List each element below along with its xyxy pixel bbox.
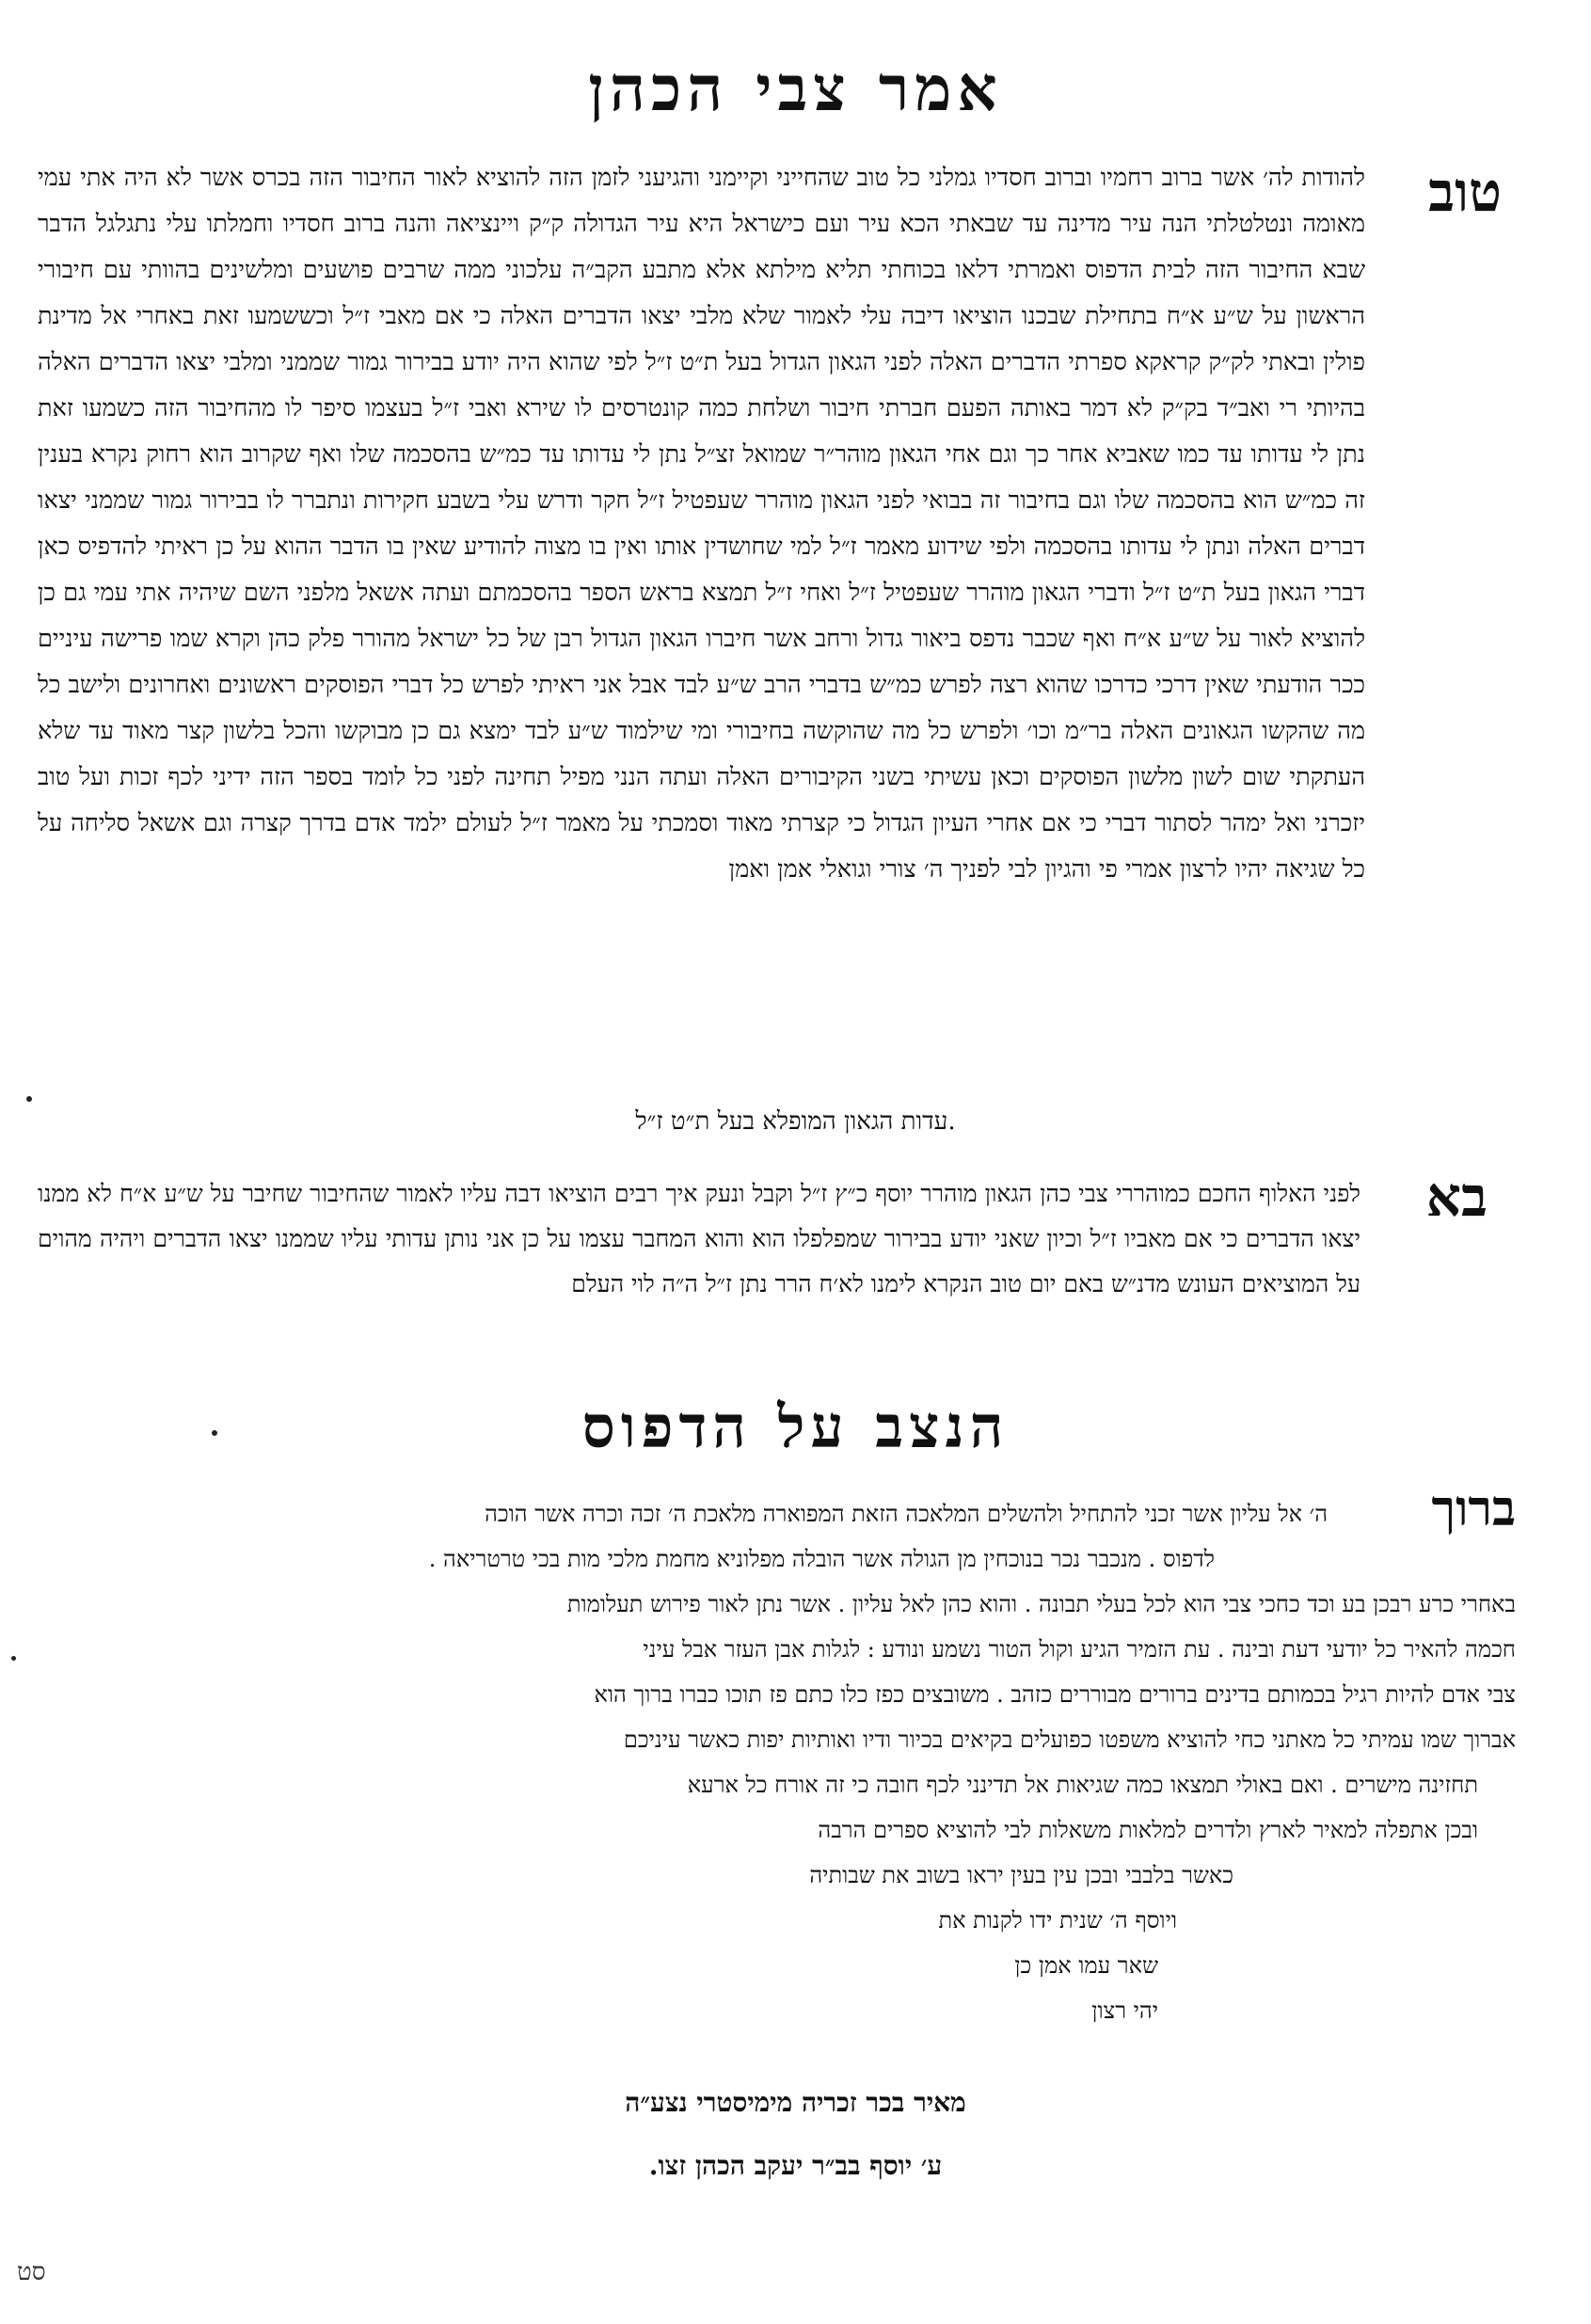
printer-line: ה׳ אל עליון אשר זכני להתחיל ולהשלים המלאכה הזאת המפוארה מלאכת ה׳ זכה וכרה אשר הוכה [485,1501,1328,1527]
printer-line: ובכן אתפלה למאיר לארץ ולדרים למלאות משאלות לבי להוציא ספרים הרבה [818,1817,1478,1843]
printer-line: כאשר בלבבי ובכן עין בעין יראו בשוב את שבותיה [809,1862,1233,1888]
signature-line-2: ע׳ יוסף בב״ר יעקב הכהן זצו. [648,2150,943,2181]
printer-line: באחרי כרע רבכן בע וכד כחכי צבי הוא לכל בעלי תבונה . והוא כהן לאל עליון . אשר נתן לאור פירוש תעלומות [566,1591,1516,1617]
printer-line: שאר עמו אמן כן [1014,1952,1158,1979]
page-title: אמר צבי הכהן [588,52,1003,125]
printer-line: ויוסף ה׳ שנית ידו לקנות את [938,1907,1177,1934]
printer-line: אברוך שמו עמיתי כל מאתני כחי להוציא משפטו כפועלים בקיאים בכיור ודיו ואותיות יפות כאשר עיניכם [623,1727,1516,1753]
intro-text: להודות לה׳ אשר ברוב רחמיו וברוב חסדיו גמלני כל טוב שהחייני וקיימני והגיעני לזמן הזה להוציא לאור החיבור הזה בכרס אשר לא היה אתי עמי מאומה ונטלטלתי הנה עיר מדינה עד שבאתי הכא עיר ועם כישראל היא עיר הגדולה ק״ק ויינציאה והנה ברוב חסדיו וחמלתו עלי נתגלגל הדבר שבא החיבור הזה לבית הדפוס ואמרתי דלאו בכוחתי תליא מילתא אלא מתבע הקב״ה עלכוני ממה שרבים פושעים ומלשינים בהוותי עם חיבורי הראשון על ש״ע א״ח בתחילת שבכנו הוציאו דיבה עלי לאמור שלא מלבי יצאו הדברים האלה כי אם מאבי ז״ל וכששמעו זאת באחרי אל מדינת פולין ובאתי לק״ק קראקא ספרתי הדברים האלה לפני הגאון הגדול בעל ת״ט ז״ל לפי שהוא היה יודע בבירור גמור שממני ומלבי יצאו הדברים האלה בהיותי רי ואב״ד בק״ק לא דמר באותה הפעם חברתי חיבור ושלחת כמה קונטרסים לו שירא ואבי ז״ל בעצמו סיפר לו מהחיבור הזה כשמעו זאת נתן לי עדותו עד כמו שאביא אחר כך וגם אחי הגאון מוהר״ר שמואל זצ״ל נתן לי עדותו עד כמ״ש בהסכמה שלו ואף שקרוב הוא רחוק נקרא בענין זה כמ״ש הוא בהסכמה שלו וגם בחיבור זה בבואי לפני הגאון מוהרר שעפטיל ז״ל חקר ודרש עלי בשבע חקירות ונתברר לו בבירור גמור שממני יצאו דברים האלה ונתן לי עדותו בהסכמה ולפי שידוע מאמר ז״ל למי שחושדין אותו ואין בו מצוה להודיע שאין בו הדבר ההוא על כן ראיתי להדפיס כאן דברי הגאון בעל ת״ט ז״ל ודברי הגאון מוהרר שעפטיל ז״ל ואחי ז״ל תמצא בראש הספר בהסכמתם ועתה אשאל מלפני השם שיהיה אתי עמי גם כן להוציא לאור על ש״ע א״ח ואף שכבר נדפס ביאור גדול ורחב אשר חיברו הגאון הגדול רבן של כל ישראל מהורר פלק כהן וקרא שמו פרישה עיניים ככר הודעתי שאין דרכי כדרכו שהוא רצה לפרש כמ״ש בדברי הרב ש״ע לבד אבל אני ראיתי לפרש כל דברי הפוסקים ראשונים ואחרונים ולישב כל מה שהקשו הגאונים האלה בר״מ וכו׳ ולפרש כל מה שהוקשה בחיבורי ומי שילמוד ש״ע לבד ימצא גם כן מבוקשו והכל בלשון קצר מאוד עד שלא העתקתי שום לשון מלשון הפוסקים וכאן עשיתי בשני הקיבורים האלה ועתה הנני מפיל תחינה לפני כל לומד בספר הזה ידיני לכף זכות ועל טוב יזכרני ואל ימהר לסתור דברי כי אם אחרי העיון הגדול כי קצרתי מאוד וסמכתי על מאמר ז״ל לעולם ילמד אדם בדרך קצרה וגם אשאל סליחה על כל שגיאה יהיו לרצון אמרי פי והגיון לבי לפניך ה׳ צורי וגואלי אמן ואמן [38,164,1366,883]
intro-initial-word: טוב [1428,160,1502,224]
printed-dot [26,1096,32,1102]
testimony-paragraph [38,1171,1360,1360]
printer-line: צבי אדם להיות רגיל בכמותם בדינים ברורים מבוררים כזהב . משובצים כפז כלו כתם פז תוכו כברו ברוך הוא [594,1681,1516,1708]
printer-line: חכמה להאיר כל יודעי דעת ובינה . עת הזמיר הגיע וקול הטור נשמע ונודע : לגלות אבן העזר אבל עיני [643,1636,1516,1663]
corner-mark: סט [17,2258,46,2286]
signature-line-1: מאיר בכר זכריה מימיסטרי נצע״ה [625,2087,966,2118]
printer-line: תחזינה מישרים . ואם באולי תמצאו כמה שגיאות אל תדינני לכף חובה כי זה אורח כל ארעא [687,1772,1478,1798]
testimony-text: לפני האלוף החכם כמוהררי צבי כהן הגאון מוהרר יוסף כ״ץ ז״ל וקבל ונעק איך רבים הוציאו דבה עליו לאמור שהחיבור שחיבר על ש״ע א״ח לא ממנו יצאו הדברים כי אם מאביו ז״ל וכיון שאני יודע בבירור שמפלפלו הוא והוא המחבר עצמו על כן אני נותן עדותי עליו שממנו יצאו הדברים ויהיה מהוים על המוציאים העונש מדנ״ש באם יום טוב הנקרא לימנו לא׳ח הרר נתן ז״ל ה״ה לוי העלם [38,1180,1360,1297]
printed-dot [212,1430,217,1436]
printer-line: יהי רצון [1091,1998,1158,2024]
printer-title: הנצב על הדפוס [581,1393,1010,1461]
printer-text [38,1491,1516,2033]
testimony-heading: עדות הגאון המופלא בעל ת״ט ז״ל. [635,1107,956,1136]
printer-line: לדפוס . מנכבר נכר בנוכחין מן הגולה אשר הובלה מפלוניא מחמת מלכי מות בכי טרטריאה . [428,1546,1215,1572]
printed-dot [11,1656,16,1661]
intro-paragraph [38,155,1365,1049]
printer-initial-word: ברוך [1431,1480,1516,1537]
testimony-initial-word: בא [1425,1165,1488,1229]
